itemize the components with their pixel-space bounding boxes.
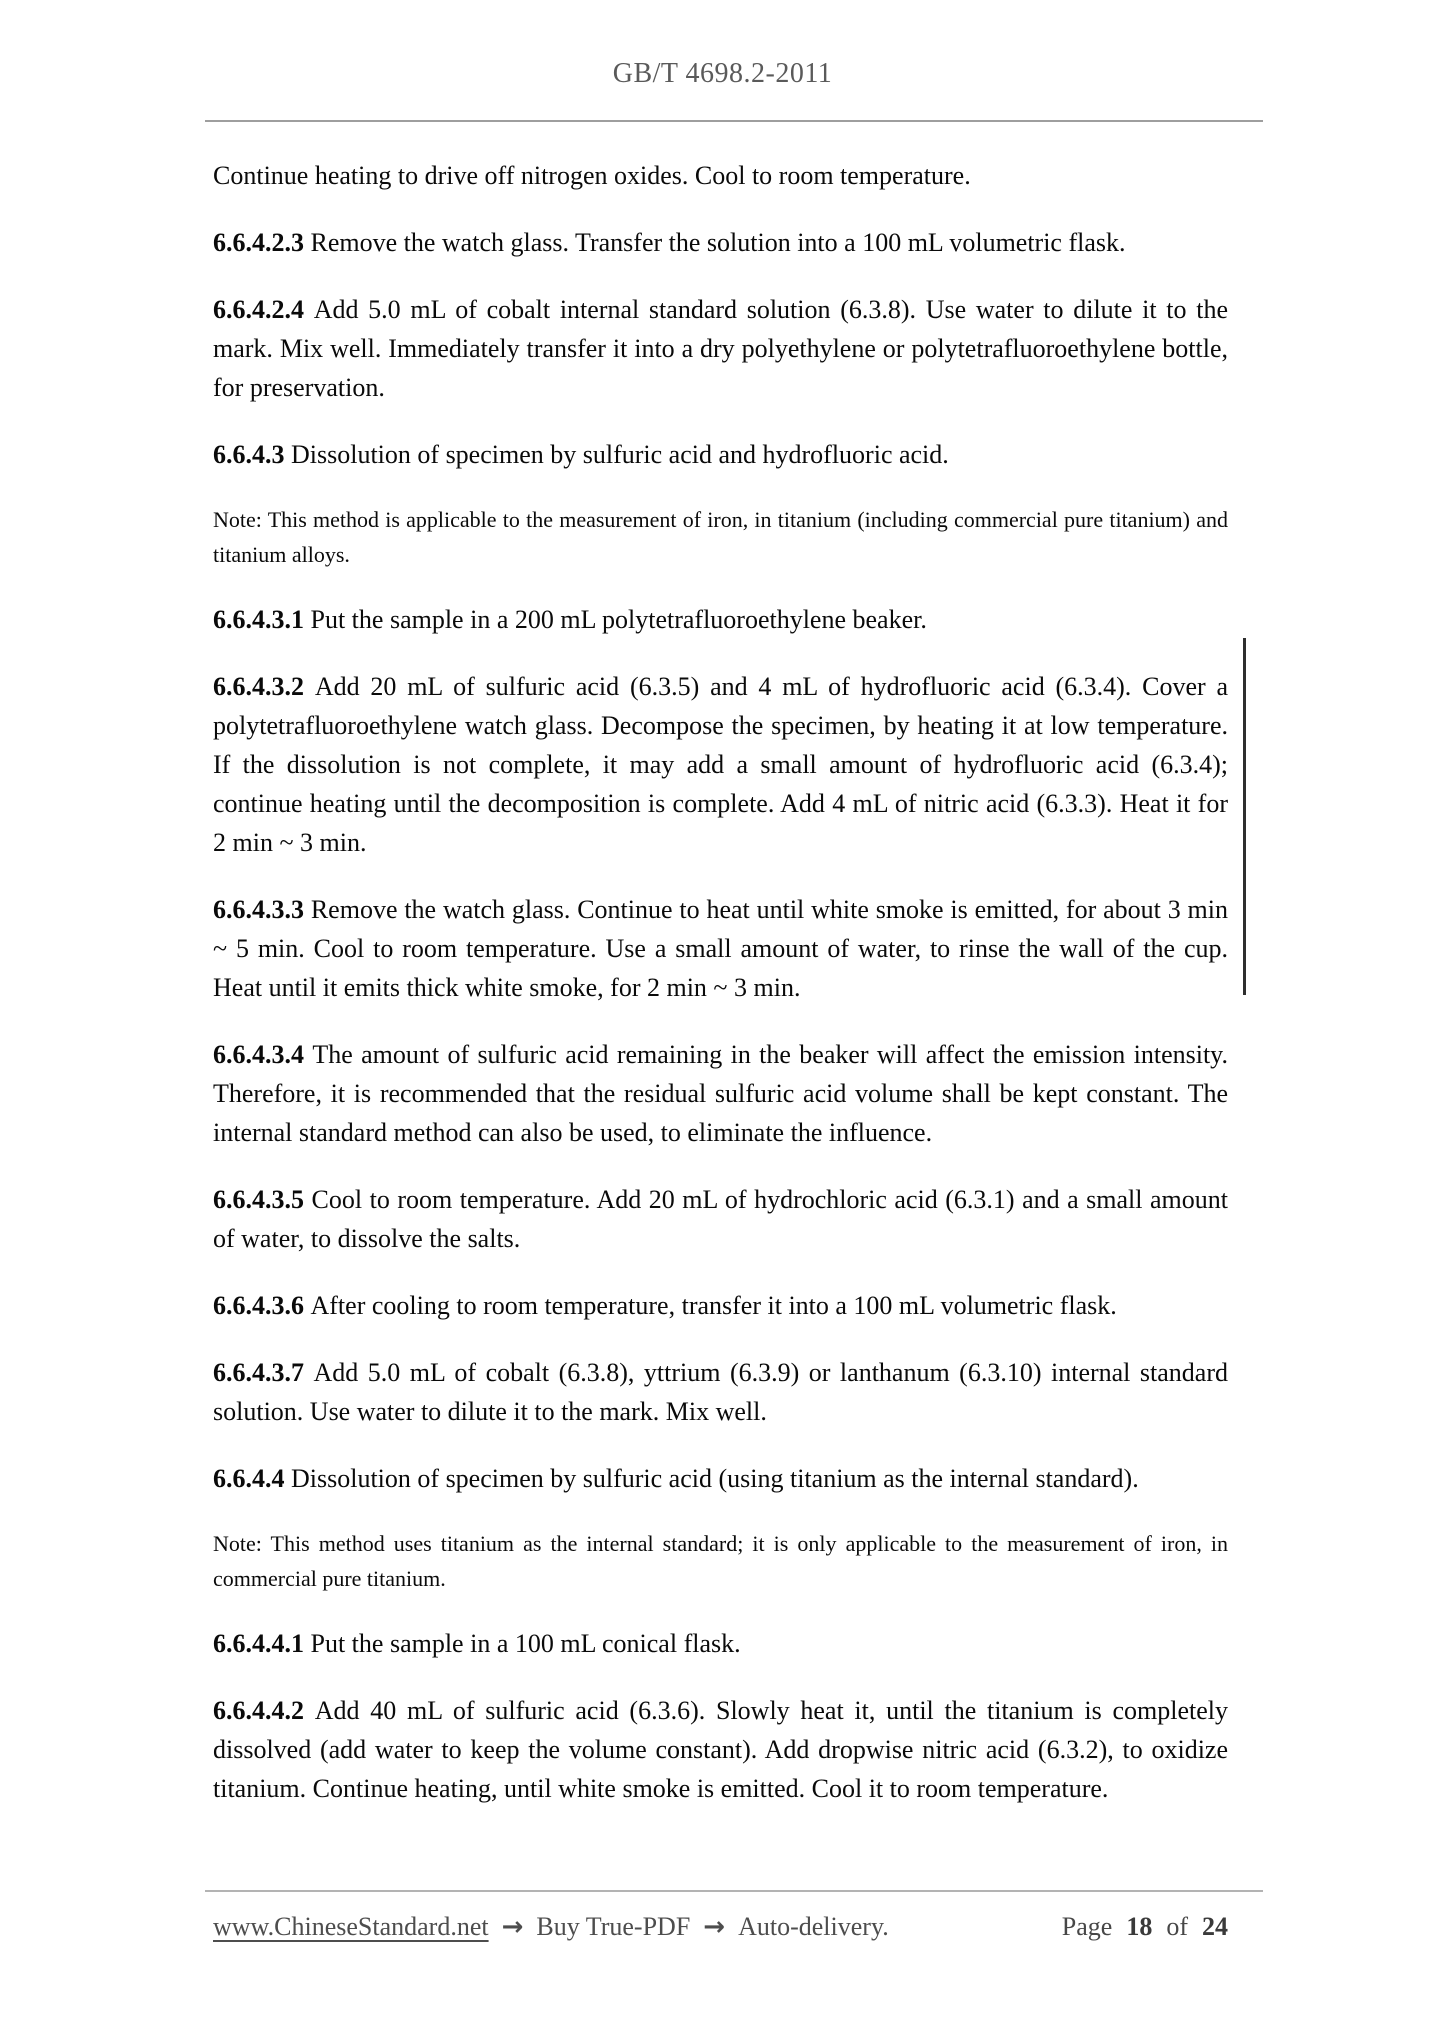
paragraph-6.6.4.3.2	[213, 667, 1228, 862]
note-paragraph	[213, 502, 1228, 572]
clause-text: Note: This method uses titanium as the internal standard; it is only applicable to the measurement of iron, in commercial pure titanium.	[213, 1531, 1228, 1591]
body-paragraph	[213, 156, 1228, 195]
page-label: Page	[1061, 1912, 1113, 1941]
paragraph-6.6.4.4.2	[213, 1691, 1228, 1808]
website-link[interactable]: www.ChineseStandard.net	[213, 1912, 489, 1941]
clause-number: 6.6.4.3.6	[213, 1291, 311, 1320]
paragraph-6.6.4.3	[213, 435, 1228, 474]
revision-change-bar	[1243, 638, 1246, 995]
paragraph-6.6.4.3.1	[213, 600, 1228, 639]
clause-text: Remove the watch glass. Continue to heat until white smoke is emitted, for about 3 min ~ 5 min. Cool to room temperature. Use a small amount of water, to rinse the wall of the cup. Heat until it emits thick white smoke, for 2 min ~ 3 min.	[213, 895, 1228, 1002]
header-divider	[205, 120, 1263, 122]
clause-text: Add 5.0 mL of cobalt (6.3.8), yttrium (6.3.9) or lanthanum (6.3.10) internal standard solution. Use water to dilute it to the mark. Mix well.	[213, 1358, 1228, 1426]
clause-number: 6.6.4.3.1	[213, 605, 311, 634]
paragraph-6.6.4.2.4	[213, 290, 1228, 407]
page-header-standard-code: GB/T 4698.2-2011	[612, 58, 833, 89]
clause-number: 6.6.4.3.4	[213, 1040, 313, 1069]
page-number-indicator	[1062, 1912, 1228, 1942]
clause-text: Note: This method is applicable to the measurement of iron, in titanium (including commercial pure titanium) and titanium alloys.	[213, 507, 1228, 567]
clause-text: Add 20 mL of sulfuric acid (6.3.5) and 4 mL of hydrofluoric acid (6.3.4). Cover a polytetrafluoroethylene watch glass. Decompose the specimen, by heating it at low temperature. If the dissolution is not complete, it may add a small amount of hydrofluoric acid (6.3.4); continue heating until the decomposition is complete. Add 4 mL of nitric acid (6.3.3). Heat it for 2 min ~ 3 min.	[213, 672, 1229, 857]
clause-text: Cool to room temperature. Add 20 mL of hydrochloric acid (6.3.1) and a small amount of water, to dissolve the salts.	[213, 1185, 1228, 1253]
clause-text: Dissolution of specimen by sulfuric acid (using titanium as the internal standard).	[291, 1464, 1139, 1493]
right-arrow-icon: →	[703, 1912, 726, 1942]
footer-divider	[205, 1890, 1263, 1892]
clause-number: 6.6.4.4.1	[213, 1629, 311, 1658]
clause-number: 6.6.4.4.2	[213, 1696, 315, 1725]
clause-text: The amount of sulfuric acid remaining in the beaker will affect the emission intensity. Therefore, it is recommended that the residual sulfuric acid volume shall be kept constant. The internal standard method can also be used, to eliminate the influence.	[213, 1040, 1228, 1147]
clause-text: Put the sample in a 200 mL polytetrafluoroethylene beaker.	[310, 605, 927, 634]
clause-number: 6.6.4.2.4	[213, 295, 314, 324]
clause-text: Dissolution of specimen by sulfuric acid and hydrofluoric acid.	[291, 440, 949, 469]
document-body	[213, 156, 1228, 1836]
clause-number: 6.6.4.3	[213, 440, 291, 469]
page-footer	[213, 1912, 1228, 1942]
paragraph-6.6.4.3.3	[213, 890, 1228, 1007]
clause-text: Add 5.0 mL of cobalt internal standard solution (6.3.8). Use water to dilute it to the mark. Mix well. Immediately transfer it into a dry polyethylene or polytetrafluoroethylene bottle, for preservation.	[213, 295, 1228, 402]
paragraph-6.6.4.3.6	[213, 1286, 1228, 1325]
clause-number: 6.6.4.3.3	[213, 895, 311, 924]
total-page-number: 24	[1202, 1912, 1228, 1941]
clause-text: Continue heating to drive off nitrogen oxides. Cool to room temperature.	[213, 161, 971, 190]
current-page-number: 18	[1126, 1912, 1153, 1941]
clause-number: 6.6.4.3.7	[213, 1358, 314, 1387]
auto-delivery-label: Auto-delivery.	[738, 1912, 889, 1941]
clause-text: After cooling to room temperature, transfer it into a 100 mL volumetric flask.	[310, 1291, 1117, 1320]
clause-text: Put the sample in a 100 mL conical flask.	[310, 1629, 741, 1658]
paragraph-6.6.4.2.3	[213, 223, 1228, 262]
clause-number: 6.6.4.4	[213, 1464, 291, 1493]
paragraph-6.6.4.3.5	[213, 1180, 1228, 1258]
clause-text: Add 40 mL of sulfuric acid (6.3.6). Slowly heat it, until the titanium is completely dissolved (add water to keep the volume constant). Add dropwise nitric acid (6.3.2), to oxidize titanium. Continue heating, until white smoke is emitted. Cool it to room temperature.	[213, 1696, 1228, 1803]
footer-links	[213, 1912, 889, 1942]
clause-number: 6.6.4.3.2	[213, 672, 315, 701]
paragraph-6.6.4.4	[213, 1459, 1228, 1498]
paragraph-6.6.4.4.1	[213, 1624, 1228, 1663]
paragraph-6.6.4.3.4	[213, 1035, 1228, 1152]
paragraph-6.6.4.3.7	[213, 1353, 1228, 1431]
clause-number: 6.6.4.3.5	[213, 1185, 312, 1214]
note-paragraph	[213, 1526, 1228, 1596]
clause-text: Remove the watch glass. Transfer the solution into a 100 mL volumetric flask.	[310, 228, 1126, 257]
buy-true-pdf-label: Buy True-PDF	[536, 1912, 691, 1941]
clause-number: 6.6.4.2.3	[213, 228, 311, 257]
right-arrow-icon: →	[501, 1912, 524, 1942]
of-label: of	[1166, 1912, 1188, 1941]
